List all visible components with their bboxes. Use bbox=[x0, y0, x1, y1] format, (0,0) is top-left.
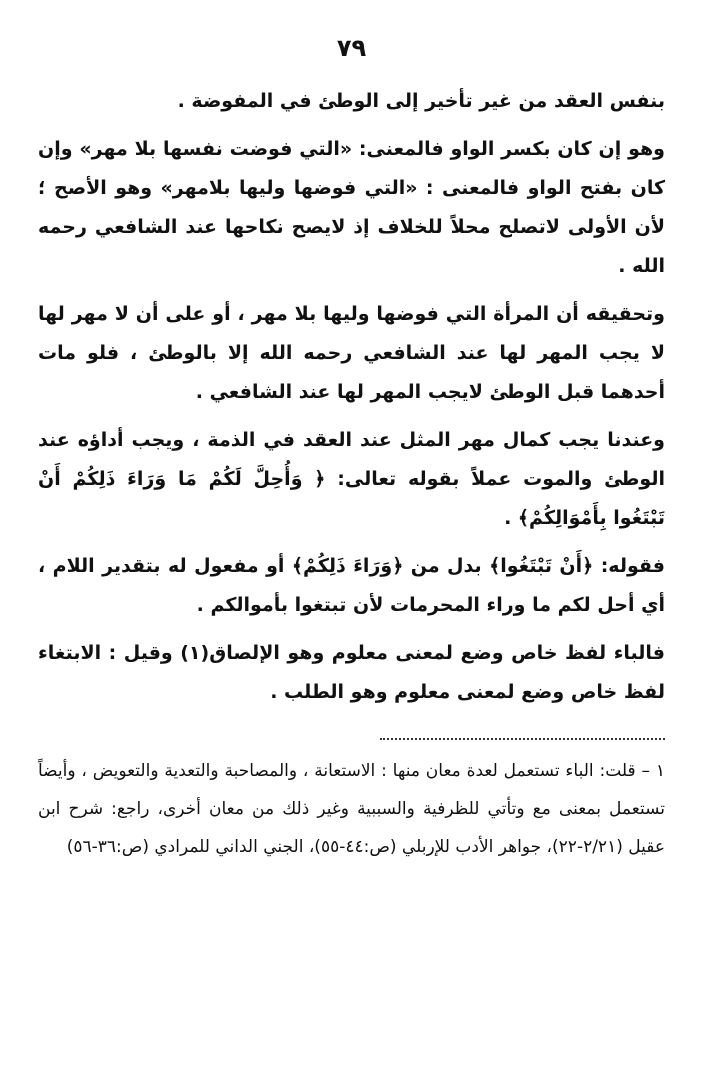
main-text bbox=[38, 82, 665, 721]
paragraph: فقوله: ﴿أَنْ تَبْتَغُوا﴾ بدل من ﴿وَرَاءَ ذَلِكُمْ﴾ أو مفعول له بتقدير اللام ، أي أحل لكم ما وراء المحرمات لأن تبتغوا بأموالكم . bbox=[38, 555, 665, 616]
footnote bbox=[38, 752, 665, 866]
paragraph: بنفس العقد من غير تأخير إلى الوطئ في المفوضة . bbox=[177, 90, 665, 112]
paragraph: فالباء لفظ خاص وضع لمعنى معلوم وهو الإلصاق(١) وقيل : الابتغاء لفظ خاص وضع لمعنى معلوم وهو الطلب . bbox=[38, 642, 666, 703]
paragraph: وهو إن كان بكسر الواو فالمعنى: «التي فوضت نفسها بلا مهر» وإن كان بفتح الواو فالمعنى : «التي فوضها وليها بلامهر» وهو الأصح ؛ لأن الأولى لاتصلح محلاً للخلاف إذ لايصح نكاحها عند الشافعي رحمه الله . bbox=[38, 138, 665, 277]
page-number: ٧٩ bbox=[336, 34, 367, 62]
paragraph: وعندنا يجب كمال مهر المثل عند العقد في الذمة ، ويجب أداؤه عند الوطئ والموت عملاً بقوله تعالى: ﴿ وَأُحِلَّ لَكُمْ مَا وَرَاءَ ذَلِكُمْ أَنْ تَبْتَغُوا بِأَمْوَالِكُمْ﴾ . bbox=[38, 429, 665, 529]
footnote-text: ١ – قلت: الباء تستعمل لعدة معان منها : الاستعانة ، والمصاحبة والتعدية والتعويض ، وأيضاً تستعمل بمعنى مع وتأتي للظرفية والسببية وغير ذلك من معان أخرى، راجع: شرح ابن عقيل (٢/٢١-٢٢)، جواهر الأدب للإربلي (ص:٤٤-٥٥)، الجني الداني للمرادي (ص:٣٦-٥٦) bbox=[38, 761, 665, 857]
paragraph: وتحقيقه أن المرأة التي فوضها وليها بلا مهر ، أو على أن لا مهر لها لا يجب المهر لها عند الشافعي رحمه الله إلا بالوطئ ، فلو مات أحدهما قبل الوطئ لايجب المهر لها عند الشافعي . bbox=[38, 303, 665, 403]
footnote-separator bbox=[380, 738, 665, 740]
